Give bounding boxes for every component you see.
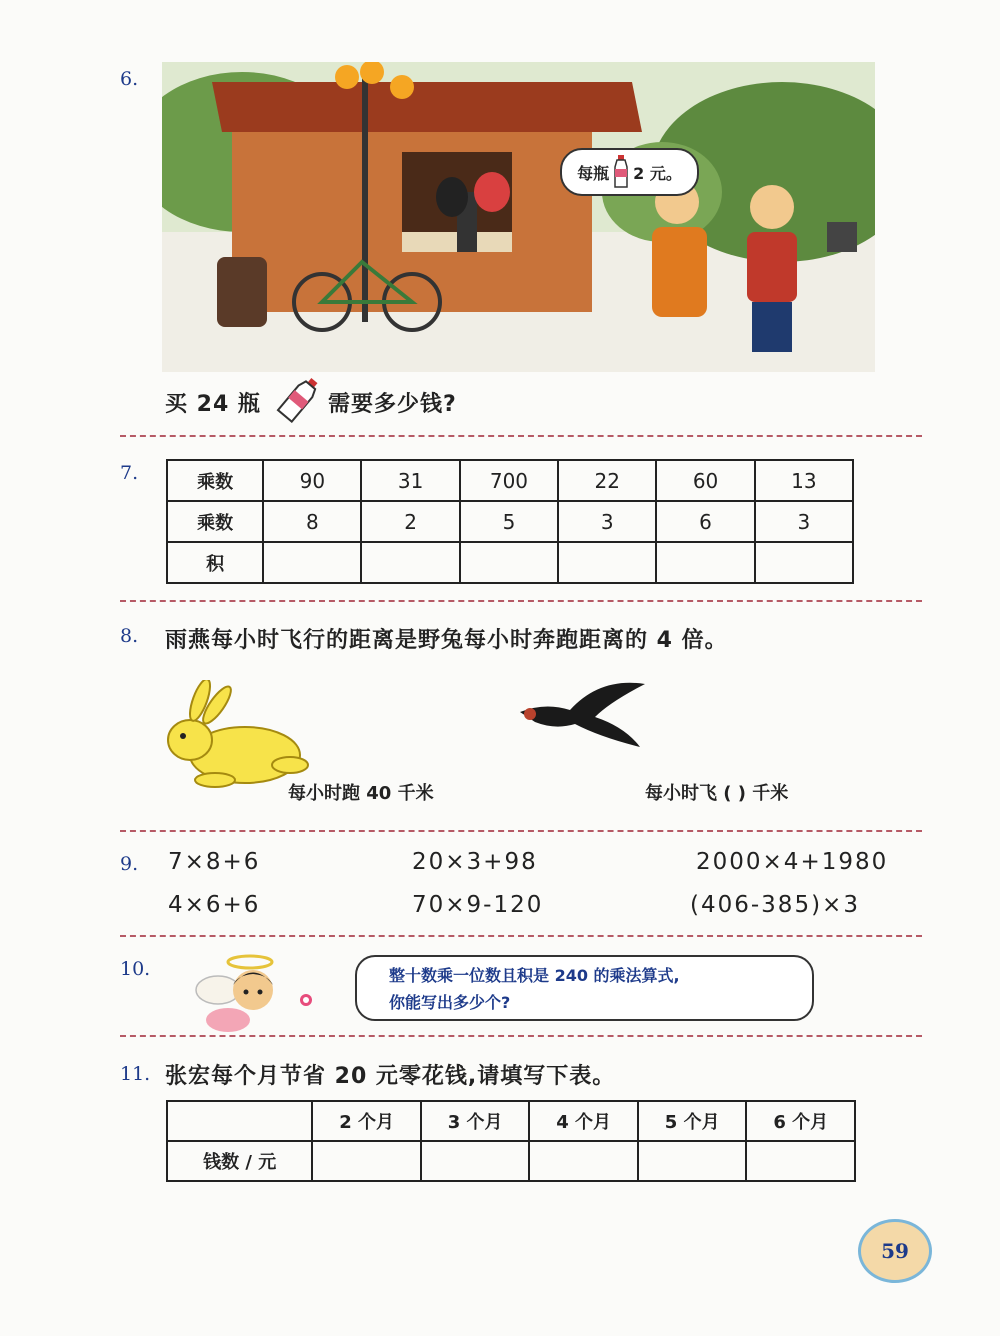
answer-cell[interactable] [421, 1141, 530, 1181]
table-header-cell: 2 个月 [312, 1101, 421, 1141]
price-bubble-text-2: 2 元。 [633, 163, 682, 183]
table-row [167, 501, 853, 542]
table-cell: 3 [755, 501, 853, 542]
answer-cell[interactable] [460, 542, 558, 583]
table-cell: 8 [263, 501, 361, 542]
table-cell: 22 [558, 460, 656, 501]
angel-child-illustration [188, 950, 323, 1040]
savings-table [166, 1100, 856, 1182]
section-divider [120, 830, 922, 832]
row-header: 钱数 / 元 [167, 1141, 312, 1181]
problem-8-number: 8. [120, 625, 139, 647]
answer-cell[interactable] [263, 542, 361, 583]
row-header: 积 [167, 542, 263, 583]
problem-7-number: 7. [120, 462, 139, 484]
multiplication-table [166, 459, 854, 584]
table-cell: 31 [361, 460, 459, 501]
table-header-cell: 3 个月 [421, 1101, 530, 1141]
row-header: 乘数 [167, 501, 263, 542]
table-cell: 6 [656, 501, 754, 542]
question-speech-bubble [355, 955, 814, 1021]
price-bubble-text-1: 每瓶 [577, 163, 610, 183]
table-cell: 3 [558, 501, 656, 542]
section-divider [120, 1035, 922, 1037]
kiosk-scene-illustration [162, 62, 875, 372]
expression: 4×6+6 [168, 892, 261, 918]
bubble-line-1: 整十数乘一位数且积是 240 的乘法算式, [389, 966, 680, 985]
rabbit-speed-label: 每小时跑 40 千米 [288, 783, 434, 804]
expression: 7×8+6 [168, 849, 261, 875]
page-number: 59 [858, 1219, 932, 1283]
answer-cell[interactable] [638, 1141, 747, 1181]
problem-11-number: 11. [120, 1063, 151, 1085]
price-speech-bubble [560, 148, 699, 196]
table-row [167, 542, 853, 583]
answer-cell[interactable] [755, 542, 853, 583]
expression: 2000×4+1980 [696, 849, 889, 875]
problem-9-number: 9. [120, 853, 139, 875]
problem-6-question-part-2: 需要多少钱? [328, 392, 457, 417]
answer-cell[interactable] [746, 1141, 855, 1181]
table-cell: 13 [755, 460, 853, 501]
section-divider [120, 435, 922, 437]
table-row [167, 460, 853, 501]
table-cell: 5 [460, 501, 558, 542]
problem-10-number: 10. [120, 958, 151, 980]
section-divider [120, 600, 922, 602]
answer-cell[interactable] [529, 1141, 638, 1181]
section-divider [120, 935, 922, 937]
answer-cell[interactable] [312, 1141, 421, 1181]
water-bottle-icon [613, 155, 629, 189]
table-row [167, 1101, 855, 1141]
problem-6-question-part-1: 买 24 瓶 [165, 392, 261, 417]
expression: (406-385)×3 [690, 892, 860, 918]
table-header-cell: 6 个月 [746, 1101, 855, 1141]
row-header: 乘数 [167, 460, 263, 501]
table-header-cell [167, 1101, 312, 1141]
problem-11-statement: 张宏每个月节省 20 元零花钱,请填写下表。 [165, 1064, 616, 1089]
swallow-illustration [515, 672, 650, 752]
answer-cell[interactable] [656, 542, 754, 583]
swallow-speed-label: 每小时飞 ( ) 千米 [645, 783, 789, 804]
bubble-line-2: 你能写出多少个? [389, 993, 511, 1012]
table-cell: 60 [656, 460, 754, 501]
answer-cell[interactable] [558, 542, 656, 583]
table-cell: 700 [460, 460, 558, 501]
table-cell: 90 [263, 460, 361, 501]
water-bottle-icon [270, 375, 328, 423]
answer-cell[interactable] [361, 542, 459, 583]
expression: 20×3+98 [412, 849, 538, 875]
problem-8-statement: 雨燕每小时飞行的距离是野兔每小时奔跑距离的 4 倍。 [165, 628, 728, 653]
table-header-cell: 4 个月 [529, 1101, 638, 1141]
problem-6-number: 6. [120, 68, 139, 90]
table-row [167, 1141, 855, 1181]
table-cell: 2 [361, 501, 459, 542]
expression: 70×9-120 [412, 892, 544, 918]
table-header-cell: 5 个月 [638, 1101, 747, 1141]
